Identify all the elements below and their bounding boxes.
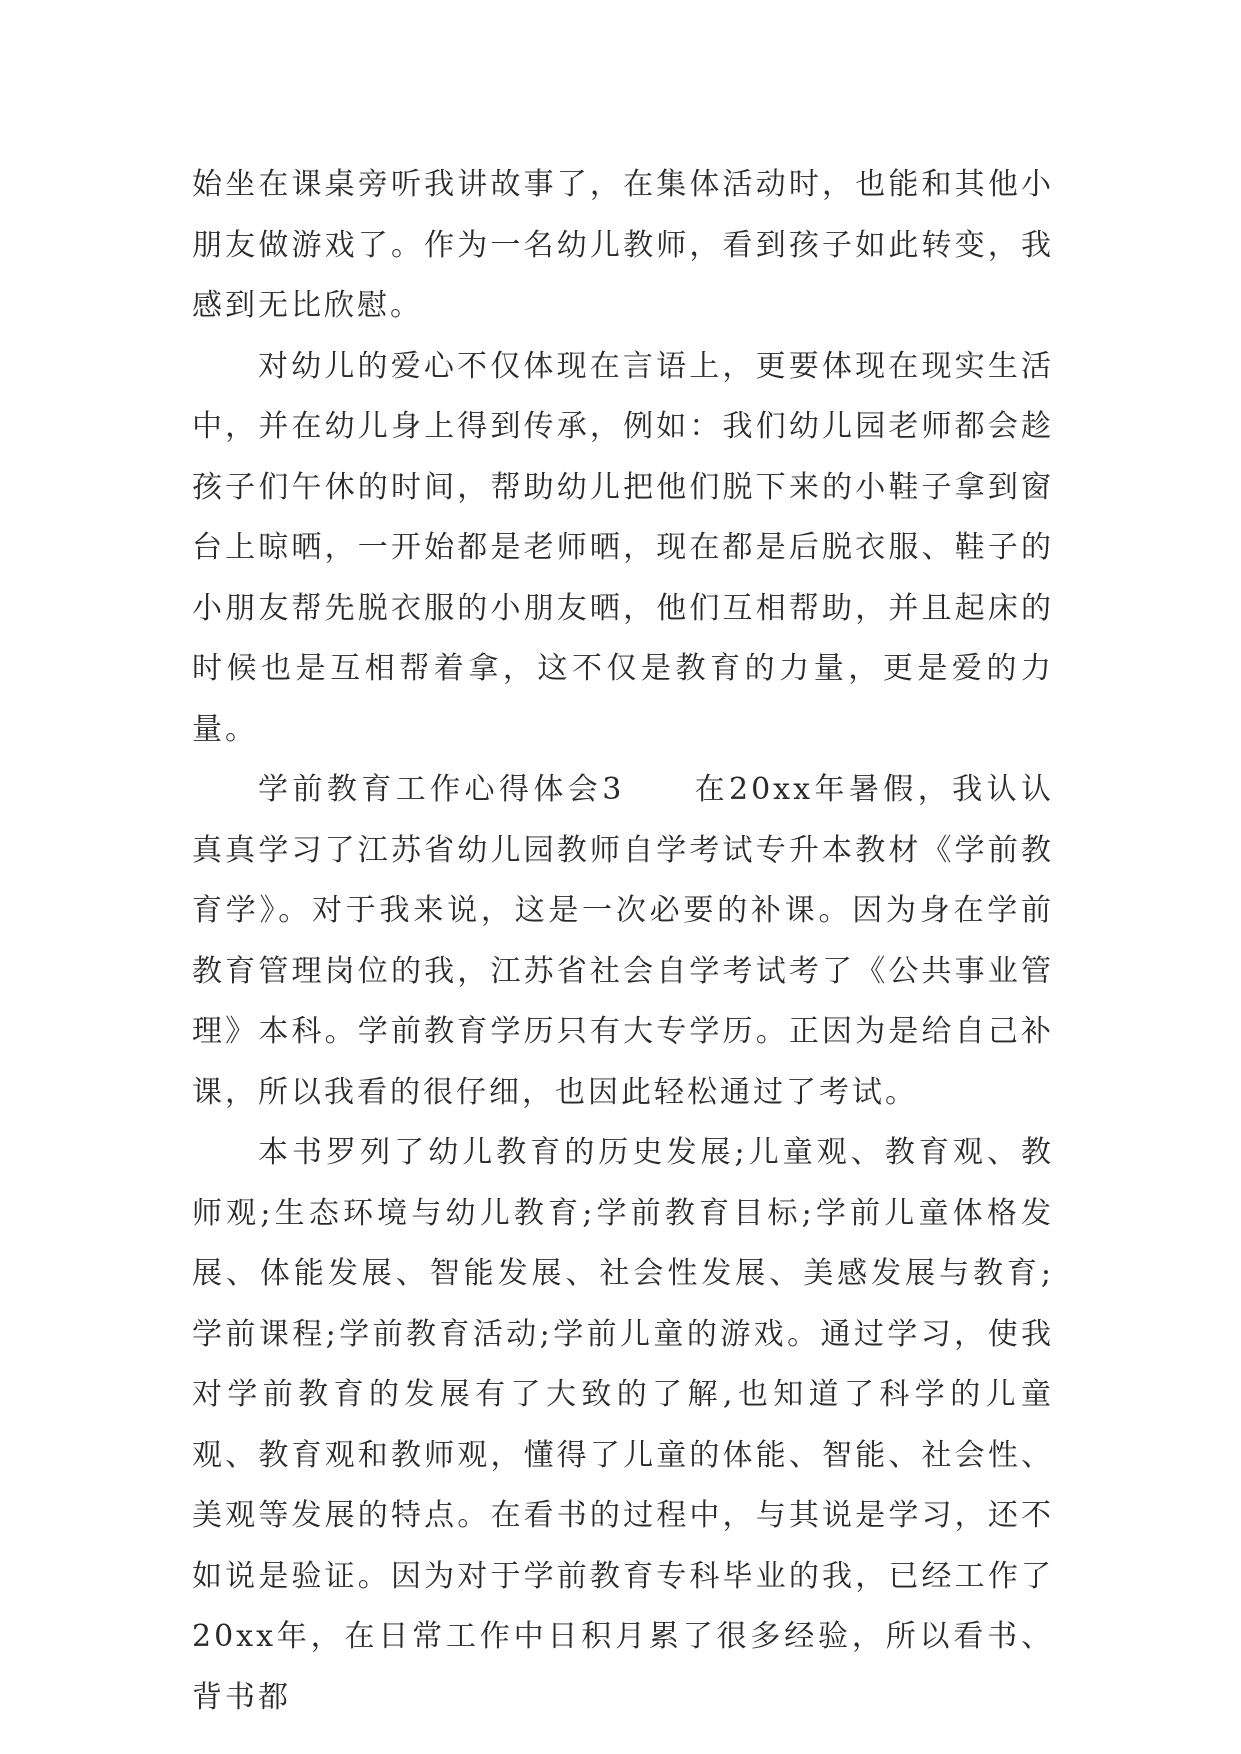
- paragraph-3: 学前教育工作心得体会3 在20xx年暑假，我认认真真学习了江苏省幼儿园教师自学考试专升本教材《学前教育学》。对于我来说，这是一次必要的补课。因为身在学前教育管理岗位的我，江苏省社会自学考试考了《公共事业管理》本科。学前教育学历只有大专学历。正因为是给自己补课，所以我看的很仔细，也因此轻松通过了考试。: [192, 772, 1054, 1110]
- paragraph-1: 始坐在课桌旁听我讲故事了，在集体活动时，也能和其他小朋友做游戏了。作为一名幼儿教师，看到孩子如此转变，我感到无比欣慰。: [192, 167, 1054, 323]
- paragraph-4: 本书罗列了幼儿教育的历史发展;儿童观、教育观、教师观;生态环境与幼儿教育;学前教育目标;学前儿童体格发展、体能发展、智能发展、社会性发展、美感发展与教育;学前课程;学前教育活动;学前儿童的游戏。通过学习，使我对学前教育的发展有了大致的了解,也知道了科学的儿童观、教育观和教师观，懂得了儿童的体能、智能、社会性、美观等发展的特点。在看书的过程中，与其说是学习，还不如说是验证。因为对于学前教育专科毕业的我，已经工作了20xx年，在日常工作中日积月累了很多经验，所以看书、背书都: [192, 1135, 1054, 1715]
- paragraph-2: 对幼儿的爱心不仅体现在言语上，更要体现在现实生活中，并在幼儿身上得到传承，例如：我们幼儿园老师都会趁孩子们午休的时间，帮助幼儿把他们脱下来的小鞋子拿到窗台上晾晒，一开始都是老师晒，现在都是后脱衣服、鞋子的小朋友帮先脱衣服的小朋友晒，他们互相帮助，并且起床的时候也是互相帮着拿，这不仅是教育的力量，更是爱的力量。: [192, 348, 1054, 747]
- document-body: [192, 155, 1054, 1728]
